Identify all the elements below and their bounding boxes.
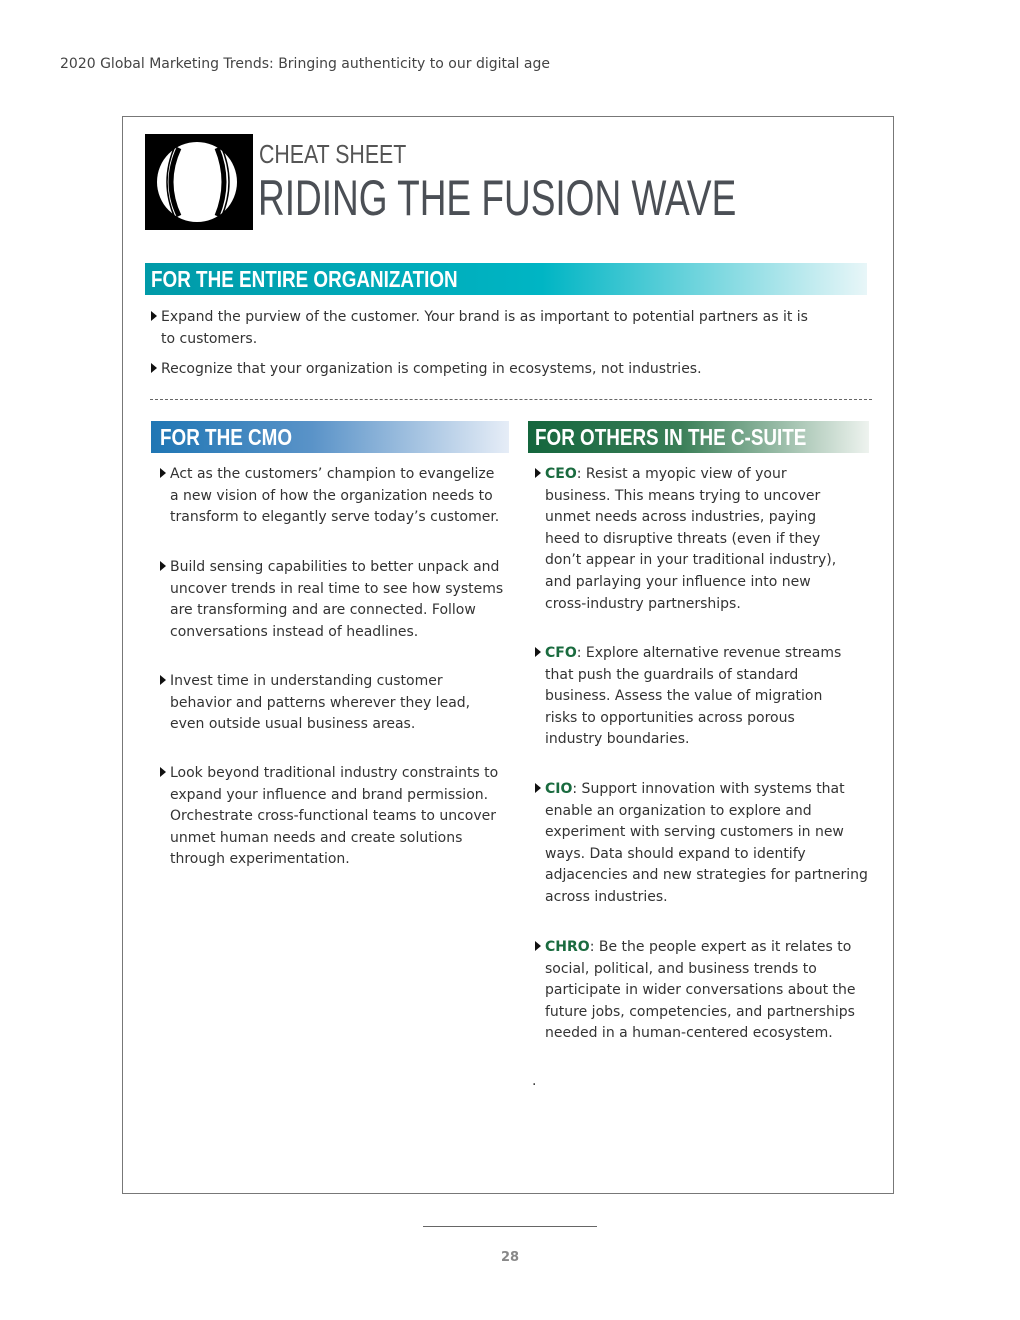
chro-bullet-text: : Be the people expert as it relates to social, political, and business trends to participate in wider conversations about the future jobs, competencies, and partnerships needed in a human-centered ecosystem.: [545, 939, 856, 1042]
page-title: RIDING THE FUSION WAVE: [258, 170, 737, 226]
cheat-sheet-panel: [122, 116, 894, 1194]
cmo-bullet-2: [170, 557, 506, 643]
cfo-bullet-text: : Explore alternative revenue streams that push the guardrails of standard business. Assess the value of migration risks to opportunities across porous industry boundaries.: [545, 645, 842, 748]
cmo-bullet-1: [170, 464, 506, 529]
cio-role-label: CIO: [545, 781, 573, 797]
fusion-wave-logo-icon: [145, 134, 253, 230]
ceo-bullet-text: : Resist a myopic view of your business. This means trying to uncover unmet needs across industries, paying heed to disruptive threats (even if they don’t appear in your traditional industry), and parlaying your influence into new cross-industry partnerships.: [545, 466, 837, 612]
cmo-bullet-4: [170, 763, 506, 871]
bullet-arrow-icon: [151, 311, 157, 321]
org-section-heading: [145, 263, 867, 295]
cfo-bullet: [545, 643, 845, 751]
cmo-bullet-2-text: Build sensing capabilities to better unpack and uncover trends in real time to see how systems are transforming and are connected. Follow conversations instead of headlines.: [170, 559, 504, 640]
ceo-bullet: [545, 464, 845, 615]
footer-rule: [423, 1226, 597, 1227]
cmo-bullet-3-text: Invest time in understanding customer behavior and patterns wherever they lead, even outside usual business areas.: [170, 673, 471, 733]
org-bullet-1: [161, 307, 821, 350]
page-number: 28: [500, 1250, 520, 1265]
cmo-bullet-3: [170, 671, 490, 736]
org-bullet-2-text: Recognize that your organization is competing in ecosystems, not industries.: [161, 361, 702, 377]
org-bullet-2: [161, 359, 821, 381]
bullet-arrow-icon: [535, 468, 541, 478]
title-kicker: CHEAT SHEET: [259, 139, 407, 169]
csuite-section-heading: [528, 421, 869, 453]
running-header: 2020 Global Marketing Trends: Bringing authenticity to our digital age: [60, 56, 550, 72]
section-divider: [150, 399, 872, 400]
bullet-arrow-icon: [535, 783, 541, 793]
org-section-heading-text: FOR THE ENTIRE ORGANIZATION: [151, 266, 458, 292]
cfo-role-label: CFO: [545, 645, 577, 661]
csuite-section-heading-text: FOR OTHERS IN THE C-SUITE: [535, 424, 807, 450]
bullet-arrow-icon: [160, 561, 166, 571]
bullet-arrow-icon: [160, 675, 166, 685]
cio-bullet-text: : Support innovation with systems that enable an organization to explore and experiment with serving customers in new ways. Data should expand to identify adjacencies and new strategies for partnering across industries.: [545, 781, 868, 905]
cmo-section-heading: [151, 421, 509, 453]
bullet-arrow-icon: [535, 647, 541, 657]
chro-role-label: CHRO: [545, 939, 590, 955]
ceo-role-label: CEO: [545, 466, 577, 482]
bullet-arrow-icon: [160, 767, 166, 777]
chro-bullet: [545, 937, 863, 1045]
bullet-arrow-icon: [535, 941, 541, 951]
cmo-bullet-4-text: Look beyond traditional industry constraints to expand your influence and brand permission. Orchestrate cross-functional teams to uncover unmet human needs and create solutions through experimentation.: [170, 765, 499, 868]
bullet-arrow-icon: [160, 468, 166, 478]
cmo-bullet-1-text: Act as the customers’ champion to evangelize a new vision of how the organization needs to transform to elegantly serve today’s customer.: [170, 466, 500, 526]
bullet-arrow-icon: [151, 363, 157, 373]
org-bullet-1-text: Expand the purview of the customer. Your brand is as important to potential partners as it is to customers.: [161, 309, 808, 347]
cio-bullet: [545, 779, 870, 909]
cmo-section-heading-text: FOR THE CMO: [160, 424, 293, 450]
trailing-mark: .: [532, 1073, 537, 1089]
